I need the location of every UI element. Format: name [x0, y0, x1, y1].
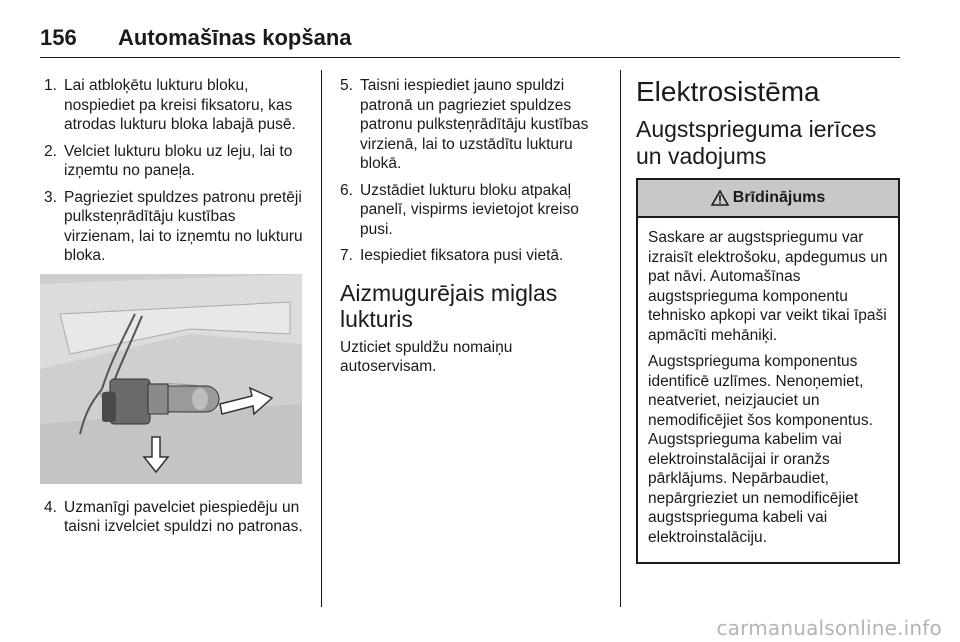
- step-item: [44, 76, 306, 135]
- step-text: Lai atbloķētu lukturu bloku, nospiediet pa kreisi fiksatoru, kas atrodas lukturu bloka labajā pusē.: [64, 77, 296, 133]
- column-left: [44, 76, 306, 544]
- step-text: Uzstādiet lukturu bloku atpakaļ panelī, vispirms ievietojot kreiso pusi.: [360, 181, 579, 238]
- step-number: 2.: [44, 142, 57, 160]
- subsection-heading: Augstsprieguma ierīces un vadojums: [636, 116, 877, 169]
- warning-body: [638, 218, 898, 562]
- column-divider-left: [321, 70, 322, 607]
- steps-list-3: [340, 76, 608, 266]
- warning-triangle-icon: [711, 190, 729, 206]
- section-paragraph: Uzticiet spuldžu nomaiņu autoservisam.: [340, 338, 513, 375]
- warning-paragraph-2: Augstsprieguma komponentus identificē uzlīmes. Nenoņemiet, neatveriet, neizjauciet un nemodificējiet šos komponentus. Augstsprieguma kabelim vai elektroinstalācijai ir oranžs pārklājums. Nepārbaudiet, nepārgrieziet un nemodificējiet augstsprieguma kabeli vai elektroinstalāciju.: [648, 353, 873, 546]
- section-heading-fog-light: Aizmugurējais miglas lukturis: [340, 279, 558, 332]
- watermark: carmanualsonline.info: [716, 616, 942, 640]
- step-number: 7.: [340, 247, 353, 264]
- step-item: [44, 188, 306, 266]
- column-middle: [340, 76, 608, 383]
- page-title: Automašīnas kopšana: [118, 24, 352, 50]
- column-divider-right: [620, 70, 621, 607]
- step-text: Iespiediet fiksatora pusi vietā.: [360, 247, 564, 264]
- step-number: 5.: [340, 77, 353, 94]
- warning-header: [638, 180, 898, 218]
- step-item: [340, 246, 608, 266]
- step-number: 4.: [44, 498, 57, 516]
- step-text: Velciet lukturu bloku uz leju, lai to izņemtu no paneļa.: [64, 142, 293, 179]
- step-item: [44, 142, 306, 181]
- chapter-heading: Elektrosistēma: [636, 76, 820, 107]
- step-item: [340, 76, 608, 174]
- steps-list-1: [44, 76, 306, 266]
- step-text: Taisni iespiediet jauno spuldzi patronā un pagrieziet spuldzes patronu pulksteņrādītāju kustības virzienā, lai to uzstādītu lukturu blokā.: [360, 77, 589, 172]
- bulb-socket-illustration: [40, 274, 302, 484]
- steps-list-2: [44, 498, 306, 537]
- step-item: [44, 498, 306, 537]
- step-item: [340, 181, 608, 240]
- step-number: 1.: [44, 77, 57, 94]
- page-number: 156: [40, 24, 77, 50]
- step-text: Pagrieziet spuldzes patronu pretēji pulksteņrādītāju kustības virzienam, lai to izņemtu no lukturu bloka.: [64, 188, 303, 264]
- step-number: 6.: [340, 181, 353, 199]
- column-right: [636, 76, 902, 564]
- page-header: [40, 18, 900, 58]
- warning-label: Brīdinājums: [732, 189, 826, 207]
- warning-box: [636, 178, 900, 564]
- step-text: Uzmanīgi pavelciet piespiedēju un taisni izvelciet spuldzi no patronas.: [64, 498, 303, 535]
- warning-paragraph-1: Saskare ar augstspriegumu var izraisīt elektrošoku, apdegumus un pat nāvi. Automašīnas augstsprieguma komponentu tehnisko apkopi var veikt tikai īpaši apmācīti mehāniķi.: [648, 229, 888, 344]
- step-number: 3.: [44, 188, 57, 206]
